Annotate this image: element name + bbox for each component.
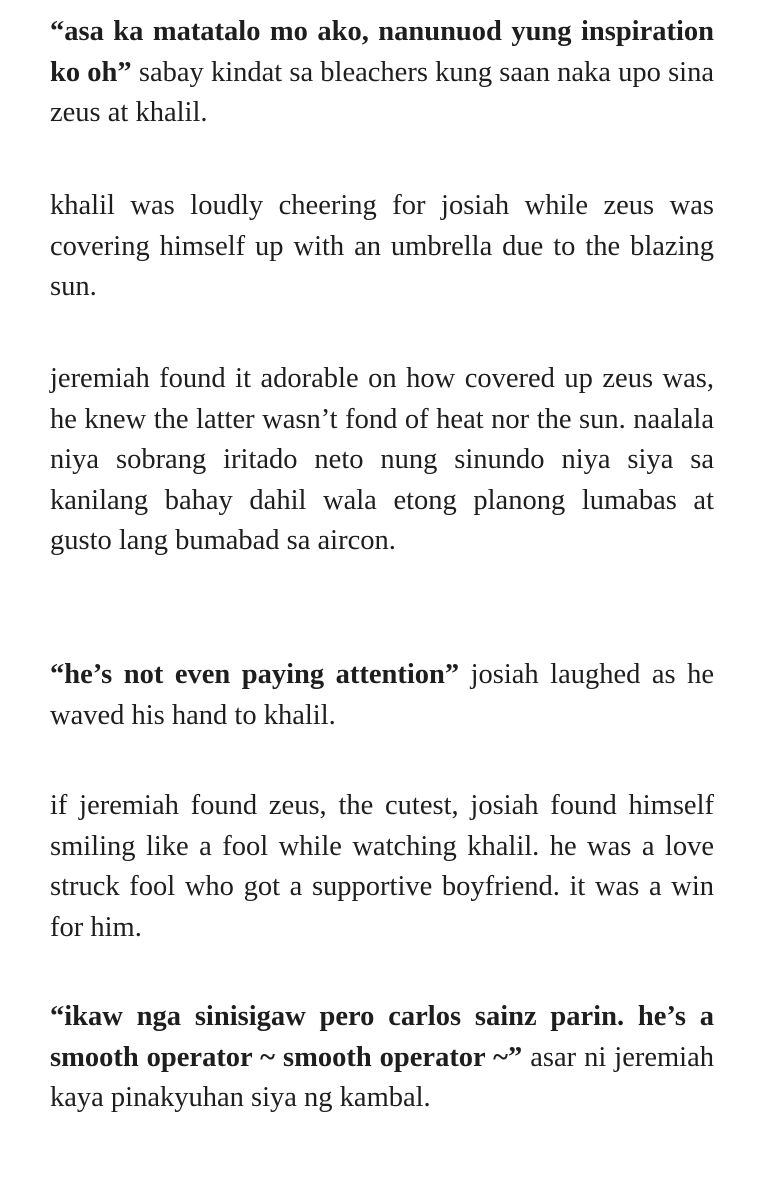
paragraph-2: [50, 186, 714, 308]
paragraph-1: [50, 12, 714, 134]
narration-2: khalil was loudly cheering for josiah while zeus was covering himself up with an umbrella due to the blazing sun.: [50, 190, 714, 302]
narration-1: sabay kindat sa bleachers kung saan naka upo sina zeus at khalil.: [50, 56, 714, 128]
dialogue-6: “ikaw nga sinisigaw pero carlos sainz parin. he’s a smooth operator ~ smooth operator ~”: [50, 1001, 714, 1073]
paragraph-4: [50, 655, 714, 736]
dialogue-1: “asa ka matatalo mo ako, nanunuod yung inspiration ko oh”: [50, 16, 714, 88]
narration-5: if jeremiah found zeus, the cutest, josiah found himself smiling like a fool while watching khalil. he was a love struck fool who got a supportive boyfriend. it was a win for him.: [50, 790, 714, 943]
dialogue-4: “he’s not even paying attention”: [50, 659, 460, 690]
paragraph-6: [50, 997, 714, 1119]
paragraph-5: [50, 786, 714, 948]
paragraph-3: [50, 359, 714, 562]
narration-4: josiah laughed as he waved his hand to khalil.: [50, 659, 714, 731]
narration-6: asar ni jeremiah kaya pinakyuhan siya ng kambal.: [50, 1041, 714, 1113]
narration-3: jeremiah found it adorable on how covered up zeus was, he knew the latter wasn’t fond of heat nor the sun. naalala niya sobrang iritado neto nung sinundo niya siya sa kanilang bahay dahil wala etong planong lumabas at gusto lang bumabad sa aircon.: [50, 363, 714, 556]
